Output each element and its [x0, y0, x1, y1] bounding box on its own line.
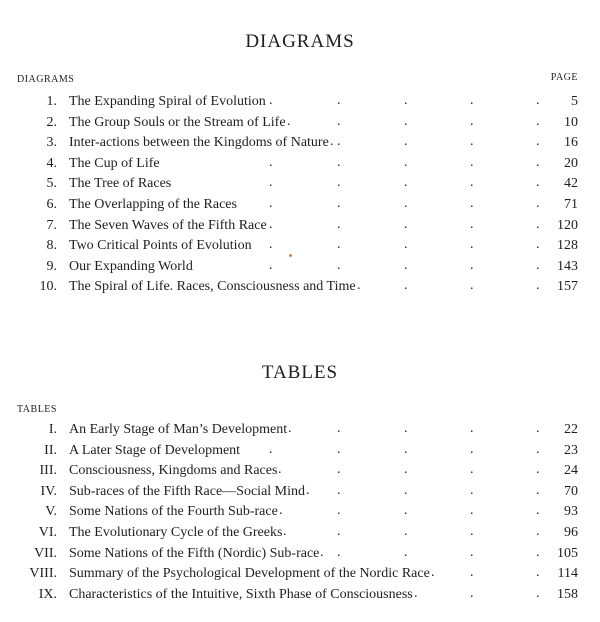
leader-dot: .: [536, 257, 540, 273]
table-row: [0, 585, 600, 605]
leader-dot: .: [337, 482, 341, 498]
table-page-number: 22: [564, 422, 578, 437]
diagram-page-number: 10: [564, 114, 578, 130]
leader-dot: .: [279, 503, 283, 519]
table-row: [0, 502, 600, 522]
diagram-row: [0, 216, 600, 236]
table-row: [0, 461, 600, 481]
diagram-number: 1.: [46, 94, 57, 109]
diagram-page-number: 20: [564, 155, 578, 171]
diagram-title: The Seven Waves of the Fifth Race: [69, 217, 267, 233]
leader-dot: .: [536, 421, 540, 436]
leader-dot: .: [337, 441, 341, 457]
leader-dot: .: [269, 216, 273, 232]
diagram-page-number: 143: [557, 258, 578, 274]
table-title: Some Nations of the Fifth (Nordic) Sub-race: [69, 545, 320, 561]
leader-dot: .: [470, 216, 474, 232]
table-page-number: 23: [564, 442, 578, 458]
diagram-number: 5.: [46, 176, 57, 192]
leader-dot: .: [269, 441, 273, 457]
table-title: Consciousness, Kingdoms and Races: [69, 463, 278, 479]
diagram-page-number: 120: [557, 217, 578, 233]
table-number: VIII.: [29, 566, 57, 582]
leader-dot: .: [470, 134, 474, 150]
leader-dot: .: [337, 257, 341, 273]
leader-dot: .: [337, 93, 341, 108]
tables-column-label: TABLES: [17, 404, 57, 415]
table-row: [0, 420, 600, 440]
leader-dot: .: [337, 196, 341, 211]
leader-dot: .: [536, 216, 540, 232]
leader-dot: .: [269, 154, 273, 170]
diagram-row: [0, 154, 600, 174]
diagram-page-number: 71: [564, 197, 578, 212]
table-number: IV.: [40, 483, 57, 499]
leader-dot: .: [470, 278, 474, 294]
leader-dot: .: [269, 93, 273, 108]
diagrams-title: DIAGRAMS: [245, 31, 355, 52]
diagram-number: 6.: [46, 197, 57, 212]
leader-dot: .: [337, 175, 341, 191]
leader-dot: .: [283, 524, 287, 539]
leader-dot: .: [470, 175, 474, 191]
diagram-row: [0, 277, 600, 297]
diagram-page-number: 157: [557, 279, 578, 295]
diagram-number: 8.: [46, 238, 57, 254]
diagram-title: The Spiral of Life. Races, Consciousness and Time: [69, 279, 356, 295]
leader-dot: .: [404, 441, 408, 457]
leader-dot: .: [404, 154, 408, 170]
diagram-row: [0, 236, 600, 256]
leader-dot: .: [269, 175, 273, 191]
leader-dot: .: [536, 503, 540, 519]
table-number: IX.: [38, 586, 57, 602]
table-title: Summary of the Psychological Development of the Nordic Race: [69, 566, 430, 582]
leader-dot: .: [306, 482, 310, 498]
leader-dot: .: [404, 196, 408, 211]
table-page-number: 96: [564, 525, 578, 540]
leader-dot: .: [337, 237, 341, 253]
leader-dot: .: [269, 237, 273, 253]
table-row: [0, 482, 600, 502]
leader-dot: .: [536, 113, 540, 129]
diagram-title: The Expanding Spiral of Evolution: [69, 94, 266, 109]
table-title: An Early Stage of Man’s Development: [69, 422, 288, 437]
page-column-label: PAGE: [550, 72, 578, 83]
table-title: A Later Stage of Development: [69, 442, 241, 458]
leader-dot: .: [330, 134, 334, 150]
table-number: V.: [45, 504, 57, 520]
leader-dot: .: [404, 278, 408, 294]
table-number: I.: [48, 422, 57, 437]
leader-dot: .: [470, 482, 474, 498]
diagram-title: Our Expanding World: [69, 258, 193, 274]
diagram-number: 7.: [46, 217, 57, 233]
leader-dot: .: [470, 441, 474, 457]
leader-dot: .: [404, 93, 408, 108]
leader-dot: .: [536, 462, 540, 478]
diagram-page-number: 5: [571, 94, 578, 109]
leader-dot: .: [536, 93, 540, 108]
table-page-number: 114: [557, 566, 578, 582]
leader-dot: .: [470, 565, 474, 581]
diagram-number: 9.: [46, 258, 57, 274]
leader-dot: .: [320, 544, 324, 560]
table-title: Some Nations of the Fourth Sub-race: [69, 504, 278, 520]
leader-dot: .: [337, 154, 341, 170]
table-row: [0, 544, 600, 564]
diagram-row: [0, 92, 600, 112]
diagram-title: The Tree of Races: [69, 176, 172, 192]
leader-dot: .: [287, 113, 291, 129]
table-title: Characteristics of the Intuitive, Sixth Phase of Consciousness: [69, 586, 413, 602]
leader-dot: .: [470, 421, 474, 436]
leader-dot: .: [404, 237, 408, 253]
diagram-page-number: 16: [564, 135, 578, 151]
leader-dot: .: [536, 544, 540, 560]
diagram-number: 2.: [46, 114, 57, 130]
table-number: III.: [39, 463, 57, 479]
diagram-number: 10.: [39, 279, 57, 295]
table-page-number: 93: [564, 504, 578, 520]
leader-dot: .: [470, 93, 474, 108]
diagram-row: [0, 113, 600, 133]
leader-dot: .: [414, 585, 418, 601]
leader-dot: .: [470, 524, 474, 539]
leader-dot: .: [357, 278, 361, 294]
leader-dot: .: [470, 544, 474, 560]
leader-dot: .: [536, 175, 540, 191]
leader-dot: .: [431, 565, 435, 581]
leader-dot: .: [470, 503, 474, 519]
leader-dot: .: [337, 524, 341, 539]
leader-dot: .: [404, 175, 408, 191]
diagram-title: Two Critical Points of Evolution: [69, 238, 252, 254]
leader-dot: .: [404, 462, 408, 478]
leader-dot: .: [404, 421, 408, 436]
diagram-title: The Group Souls or the Stream of Life: [69, 114, 286, 130]
table-title: Sub-races of the Fifth Race—Social Mind: [69, 483, 306, 499]
leader-dot: .: [470, 462, 474, 478]
leader-dot: .: [536, 134, 540, 150]
leader-dot: .: [404, 482, 408, 498]
leader-dot: .: [536, 524, 540, 539]
leader-dot: .: [536, 196, 540, 211]
leader-dot: .: [404, 216, 408, 232]
diagrams-column-label: DIAGRAMS: [17, 74, 75, 85]
diagram-number: 4.: [46, 155, 57, 171]
leader-dot: .: [404, 544, 408, 560]
leader-dot: .: [288, 421, 292, 436]
leader-dot: .: [337, 462, 341, 478]
leader-dot: .: [536, 585, 540, 601]
leader-dot: .: [536, 154, 540, 170]
table-page-number: 70: [564, 483, 578, 499]
table-row: [0, 523, 600, 543]
leader-dot: .: [337, 216, 341, 232]
table-page-number: 158: [557, 586, 578, 602]
diagram-number: 3.: [46, 135, 57, 151]
diagram-row: [0, 257, 600, 277]
leader-dot: .: [536, 482, 540, 498]
leader-dot: .: [536, 278, 540, 294]
diagram-title: The Cup of Life: [69, 155, 160, 171]
table-page-number: 105: [557, 545, 578, 561]
table-page-number: 24: [564, 463, 578, 479]
tables-title: TABLES: [261, 362, 339, 383]
leader-dot: .: [404, 134, 408, 150]
leader-dot: .: [470, 154, 474, 170]
diagram-row: [0, 195, 600, 215]
leader-dot: .: [337, 134, 341, 150]
diagram-page-number: 42: [564, 176, 578, 192]
leader-dot: .: [470, 257, 474, 273]
leader-dot: .: [404, 524, 408, 539]
leader-dot: .: [404, 113, 408, 129]
leader-dot: .: [536, 237, 540, 253]
leader-dot: .: [536, 441, 540, 457]
leader-dot: .: [337, 421, 341, 436]
diagram-title: The Overlapping of the Races: [69, 197, 237, 212]
diagram-page-number: 128: [557, 238, 578, 254]
paper-stain: [289, 254, 292, 257]
leader-dot: .: [337, 544, 341, 560]
leader-dot: .: [536, 565, 540, 581]
leader-dot: .: [470, 585, 474, 601]
leader-dot: .: [404, 503, 408, 519]
diagram-row: [0, 133, 600, 153]
leader-dot: .: [470, 196, 474, 211]
table-row: [0, 564, 600, 584]
diagram-row: [0, 174, 600, 194]
table-number: II.: [44, 442, 57, 458]
leader-dot: .: [404, 257, 408, 273]
diagram-title: Inter-actions between the Kingdoms of Nature: [69, 135, 329, 151]
leader-dot: .: [337, 503, 341, 519]
table-title: The Evolutionary Cycle of the Greeks: [69, 525, 283, 540]
leader-dot: .: [470, 237, 474, 253]
leader-dot: .: [337, 113, 341, 129]
table-number: VI.: [38, 525, 57, 540]
leader-dot: .: [278, 462, 282, 478]
table-row: [0, 441, 600, 461]
leader-dot: .: [269, 196, 273, 211]
leader-dot: .: [269, 257, 273, 273]
table-number: VII.: [34, 545, 57, 561]
leader-dot: .: [470, 113, 474, 129]
